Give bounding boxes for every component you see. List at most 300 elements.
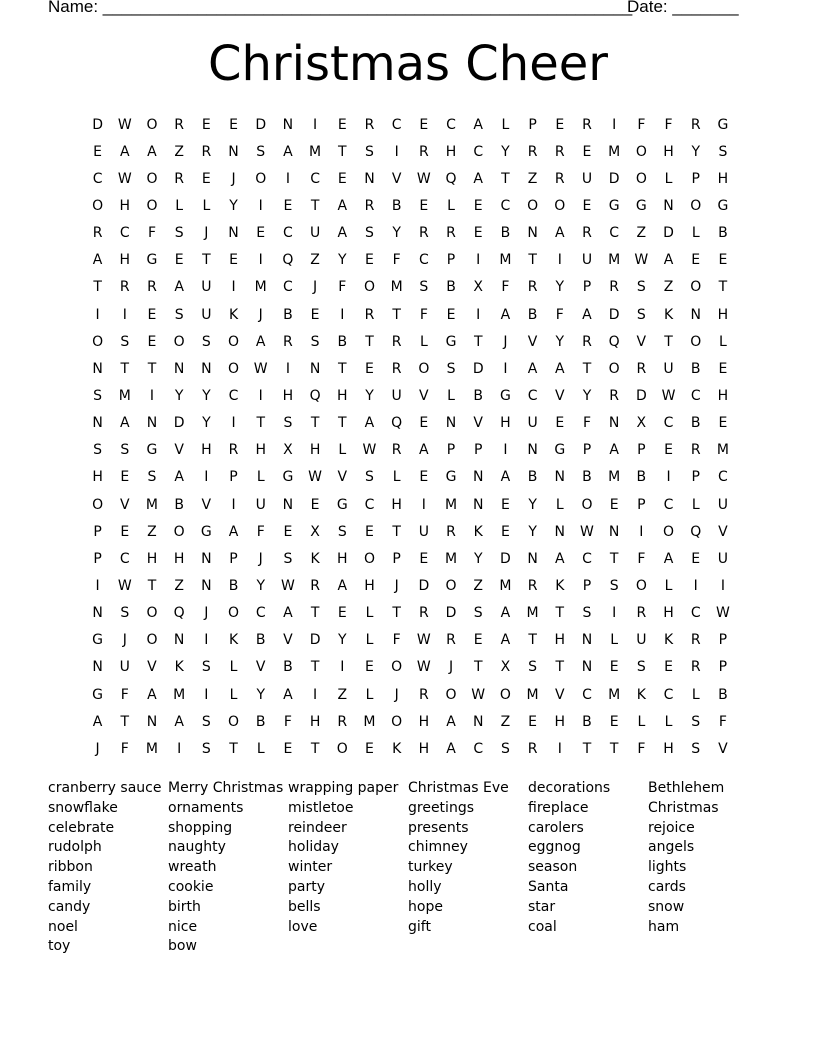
- name-field-label: Name: ________________________________________________________: [48, 0, 633, 16]
- grid-letter: T: [229, 740, 238, 757]
- grid-letter: S: [636, 306, 646, 323]
- grid-letter: C: [500, 197, 511, 214]
- grid-letter: E: [718, 415, 728, 432]
- grid-letter: V: [718, 523, 728, 540]
- grid-letter: C: [228, 387, 239, 404]
- grid-letter: U: [581, 170, 593, 187]
- grid-letter: K: [555, 577, 565, 594]
- word-list-item: birth: [168, 898, 201, 915]
- grid-letter: W: [416, 659, 431, 676]
- grid-letter: R: [391, 333, 402, 350]
- grid-letter: T: [147, 360, 157, 377]
- grid-letter: L: [610, 632, 619, 649]
- grid-letter: P: [473, 442, 483, 459]
- grid-letter: N: [663, 197, 674, 214]
- grid-letter: O: [228, 605, 240, 622]
- grid-letter: A: [283, 143, 293, 160]
- grid-letter: V: [636, 333, 647, 350]
- grid-letter: T: [310, 740, 320, 757]
- grid-letter: E: [365, 740, 374, 757]
- grid-letter: U: [663, 360, 674, 377]
- grid-letter: I: [476, 306, 481, 323]
- grid-letter: A: [527, 360, 538, 377]
- grid-letter: I: [231, 415, 236, 432]
- grid-letter: E: [664, 442, 673, 459]
- grid-letter: I: [258, 387, 263, 404]
- grid-letter: U: [255, 496, 266, 513]
- grid-letter: G: [92, 686, 104, 703]
- grid-letter: T: [582, 360, 592, 377]
- grid-letter: A: [119, 143, 130, 160]
- grid-letter: V: [473, 415, 483, 432]
- grid-letter: B: [636, 469, 647, 486]
- grid-letter: P: [637, 496, 646, 513]
- grid-letter: I: [258, 197, 263, 214]
- grid-letter: Y: [202, 415, 211, 432]
- grid-letter: S: [93, 442, 103, 459]
- grid-letter: S: [365, 225, 374, 242]
- grid-letter: R: [554, 170, 565, 187]
- word-list-item: ornaments: [168, 799, 244, 816]
- grid-letter: T: [555, 605, 565, 622]
- grid-letter: Y: [256, 577, 265, 594]
- grid-letter: O: [554, 197, 566, 214]
- grid-letter: B: [174, 496, 184, 513]
- grid-letter: E: [365, 360, 374, 377]
- grid-letter: M: [363, 713, 376, 730]
- grid-letter: H: [364, 577, 375, 594]
- date-field-label: Date: _______: [627, 0, 739, 16]
- grid-letter: I: [421, 496, 426, 513]
- grid-letter: S: [201, 740, 211, 757]
- grid-letter: I: [503, 360, 508, 377]
- grid-letter: K: [174, 659, 184, 676]
- grid-letter: K: [473, 523, 483, 540]
- grid-letter: B: [690, 415, 701, 432]
- grid-letter: I: [149, 387, 155, 404]
- grid-letter: T: [338, 360, 347, 377]
- grid-letter: E: [718, 360, 728, 377]
- grid-letter: G: [554, 442, 566, 459]
- grid-letter: S: [473, 605, 483, 622]
- grid-letter: B: [690, 360, 701, 377]
- grid-letter: I: [204, 469, 209, 486]
- grid-letter: F: [283, 713, 292, 730]
- grid-letter: O: [499, 686, 511, 703]
- grid-letter: G: [336, 496, 348, 513]
- grid-letter: S: [718, 143, 728, 160]
- grid-letter: A: [419, 442, 429, 459]
- grid-letter: L: [365, 686, 374, 703]
- grid-letter: E: [500, 496, 510, 513]
- grid-letter: N: [581, 659, 593, 676]
- word-column: [528, 779, 648, 957]
- grid-letter: A: [582, 306, 592, 323]
- page-title: Christmas Cheer: [207, 36, 608, 92]
- grid-letter: Y: [528, 523, 537, 540]
- word-list-item: rejoice: [648, 819, 695, 836]
- grid-letter: F: [582, 415, 591, 432]
- word-list-item: cranberry sauce: [48, 780, 162, 796]
- grid-letter: L: [501, 116, 510, 133]
- grid-letter: N: [201, 550, 212, 567]
- grid-letter: H: [173, 550, 185, 567]
- word-list-item: ham: [648, 918, 680, 935]
- word-list-item: shopping: [168, 819, 233, 836]
- grid-letter: Z: [663, 279, 674, 296]
- grid-letter: A: [283, 686, 293, 703]
- grid-letter: V: [554, 387, 565, 404]
- grid-letter: T: [582, 740, 592, 757]
- grid-letter: H: [337, 387, 348, 404]
- grid-letter: T: [310, 415, 320, 432]
- grid-letter: P: [229, 550, 238, 567]
- word-list-item: eggnog: [528, 839, 581, 856]
- grid-letter: E: [201, 170, 211, 187]
- word-list-item: toy: [48, 938, 71, 955]
- word-column: [648, 779, 768, 957]
- grid-letter: T: [338, 415, 347, 432]
- grid-letter: N: [581, 632, 593, 649]
- grid-letter: A: [228, 523, 239, 540]
- grid-letter: C: [473, 143, 484, 160]
- grid-letter: S: [256, 143, 266, 160]
- grid-letter: K: [636, 686, 646, 703]
- grid-letter: N: [472, 713, 484, 730]
- grid-letter: S: [310, 333, 320, 350]
- grid-letter: S: [582, 605, 592, 622]
- grid-letter: Q: [173, 605, 185, 622]
- grid-letter: D: [500, 550, 511, 567]
- grid-letter: C: [582, 686, 592, 703]
- grid-letter: H: [119, 197, 131, 214]
- word-list-item: star: [528, 898, 556, 915]
- grid-letter: Z: [310, 252, 320, 269]
- grid-letter: S: [201, 713, 211, 730]
- grid-letter: X: [473, 279, 484, 296]
- grid-letter: O: [228, 360, 240, 377]
- grid-letter: G: [717, 116, 729, 133]
- grid-letter: C: [663, 686, 674, 703]
- grid-letter: N: [92, 415, 103, 432]
- grid-letter: R: [690, 632, 701, 649]
- grid-letter: H: [337, 550, 348, 567]
- grid-letter: E: [310, 306, 320, 323]
- grid-letter: I: [313, 116, 318, 133]
- grid-letter: A: [255, 333, 266, 350]
- grid-letter: W: [362, 442, 377, 459]
- word-list-item: lights: [648, 859, 687, 876]
- grid-letter: B: [391, 197, 402, 214]
- word-list: [48, 779, 768, 957]
- grid-letter: B: [582, 469, 592, 486]
- grid-letter: Z: [174, 577, 184, 594]
- grid-letter: E: [310, 496, 320, 513]
- grid-letter: H: [500, 415, 511, 432]
- grid-letter: H: [554, 632, 566, 649]
- grid-letter: G: [146, 252, 158, 269]
- grid-letter: I: [204, 632, 209, 649]
- grid-letter: G: [608, 197, 620, 214]
- grid-letter: R: [418, 686, 429, 703]
- grid-letter: O: [363, 550, 375, 567]
- grid-letter: N: [282, 496, 294, 513]
- grid-letter: O: [173, 523, 185, 540]
- grid-letter: E: [582, 197, 592, 214]
- grid-letter: R: [337, 713, 348, 730]
- grid-letter: R: [283, 333, 293, 350]
- grid-letter: T: [501, 170, 510, 187]
- grid-letter: P: [691, 469, 700, 486]
- grid-letter: O: [418, 360, 430, 377]
- grid-letter: I: [177, 740, 182, 757]
- grid-letter: C: [663, 415, 674, 432]
- grid-letter: A: [473, 170, 483, 187]
- grid-letter: E: [609, 659, 619, 676]
- grid-letter: Z: [636, 225, 647, 242]
- grid-letter: Q: [690, 523, 702, 540]
- grid-letter: H: [146, 550, 158, 567]
- grid-letter: W: [416, 632, 431, 649]
- grid-letter: R: [92, 225, 103, 242]
- word-list-item: turkey: [408, 859, 453, 876]
- grid-letter: O: [92, 333, 104, 350]
- grid-letter: W: [661, 387, 676, 404]
- grid-letter: R: [418, 225, 429, 242]
- grid-letter: R: [228, 442, 239, 459]
- grid-letter: V: [119, 496, 130, 513]
- grid-letter: Z: [147, 523, 157, 540]
- grid-letter: M: [526, 686, 539, 703]
- grid-letter: I: [95, 306, 100, 323]
- grid-letter: N: [173, 632, 185, 649]
- grid-letter: W: [634, 252, 649, 269]
- grid-letter: A: [663, 550, 674, 567]
- grid-letter: Q: [445, 170, 457, 187]
- grid-letter: C: [310, 170, 320, 187]
- grid-letter: R: [364, 197, 375, 214]
- grid-letter: O: [146, 197, 158, 214]
- grid-letter: R: [364, 116, 375, 133]
- grid-letter: F: [637, 550, 646, 567]
- grid-letter: H: [717, 306, 729, 323]
- grid-letter: S: [201, 333, 211, 350]
- word-list-item: chimney: [408, 839, 468, 856]
- grid-letter: T: [609, 550, 619, 567]
- grid-letter: T: [473, 659, 483, 676]
- grid-letter: W: [715, 605, 730, 622]
- grid-letter: E: [691, 252, 701, 269]
- grid-letter: Y: [202, 387, 211, 404]
- grid-letter: T: [473, 333, 483, 350]
- grid-letter: E: [365, 252, 374, 269]
- grid-letter: L: [229, 686, 238, 703]
- grid-letter: V: [391, 170, 402, 187]
- grid-letter: O: [146, 605, 158, 622]
- word-list-item: gift: [408, 918, 431, 935]
- grid-letter: L: [229, 659, 238, 676]
- grid-letter: M: [499, 252, 512, 269]
- grid-letter: M: [526, 605, 539, 622]
- grid-letter: I: [693, 577, 698, 594]
- grid-letter: H: [418, 740, 430, 757]
- grid-letter: E: [500, 523, 510, 540]
- word-list-item: cookie: [168, 878, 214, 895]
- grid-letter: U: [717, 496, 729, 513]
- grid-letter: O: [146, 116, 158, 133]
- grid-letter: N: [92, 360, 103, 377]
- grid-letter: S: [174, 306, 184, 323]
- grid-letter: J: [313, 279, 318, 296]
- grid-letter: A: [500, 469, 511, 486]
- grid-letter: O: [363, 279, 375, 296]
- grid-letter: Y: [338, 632, 347, 649]
- grid-letter: E: [718, 252, 728, 269]
- grid-letter: U: [418, 523, 429, 540]
- grid-letter: B: [255, 713, 266, 730]
- grid-letter: U: [636, 632, 647, 649]
- grid-letter: H: [663, 143, 674, 160]
- word-list-item: naughty: [168, 839, 226, 856]
- grid-letter: V: [201, 496, 212, 513]
- grid-letter: S: [636, 659, 646, 676]
- word-list-item: ribbon: [48, 859, 93, 876]
- grid-letter: X: [283, 442, 293, 459]
- grid-letter: T: [555, 659, 565, 676]
- grid-letter: M: [309, 143, 322, 160]
- grid-letter: O: [608, 360, 620, 377]
- grid-letter: O: [690, 197, 702, 214]
- grid-letter: R: [527, 143, 538, 160]
- grid-letter: K: [392, 740, 402, 757]
- grid-letter: A: [147, 143, 157, 160]
- grid-letter: C: [391, 116, 402, 133]
- word-list-item: winter: [288, 859, 333, 876]
- grid-letter: V: [527, 333, 538, 350]
- grid-letter: L: [392, 469, 401, 486]
- grid-letter: R: [690, 116, 701, 133]
- grid-letter: E: [283, 197, 293, 214]
- grid-letter: E: [664, 659, 673, 676]
- grid-letter: Q: [282, 252, 294, 269]
- grid-letter: N: [554, 469, 566, 486]
- grid-letter: L: [175, 197, 184, 214]
- grid-letter: B: [283, 306, 293, 323]
- word-list-item: bells: [288, 898, 321, 915]
- grid-letter: Y: [555, 279, 565, 296]
- word-list-item: presents: [408, 819, 469, 836]
- grid-letter: E: [609, 496, 619, 513]
- grid-letter: K: [663, 632, 674, 649]
- grid-letter: Y: [528, 496, 537, 513]
- grid-letter: E: [174, 252, 184, 269]
- grid-letter: O: [146, 632, 158, 649]
- grid-letter: Y: [473, 550, 483, 567]
- grid-letter: A: [500, 306, 511, 323]
- grid-letter: N: [554, 523, 566, 540]
- grid-letter: R: [527, 740, 538, 757]
- grid-letter: S: [691, 713, 701, 730]
- grid-letter: I: [666, 469, 671, 486]
- grid-letter: L: [447, 197, 455, 214]
- word-list-item: Bethlehem: [648, 780, 725, 796]
- grid-letter: G: [200, 523, 212, 540]
- grid-letter: G: [499, 387, 511, 404]
- grid-letter: B: [582, 713, 592, 730]
- word-list-item: season: [528, 859, 578, 876]
- grid-letter: R: [609, 279, 620, 296]
- grid-letter: O: [146, 170, 158, 187]
- grid-letter: A: [174, 469, 184, 486]
- grid-letter: V: [554, 686, 565, 703]
- grid-letter: I: [313, 686, 318, 703]
- grid-letter: F: [718, 713, 727, 730]
- grid-letter: R: [174, 116, 185, 133]
- grid-letter: E: [283, 740, 293, 757]
- word-column: [48, 779, 168, 957]
- grid-letter: H: [282, 387, 294, 404]
- grid-letter: F: [637, 116, 646, 133]
- grid-letter: S: [201, 659, 211, 676]
- grid-letter: E: [473, 225, 483, 242]
- grid-letter: U: [717, 550, 729, 567]
- grid-letter: V: [718, 740, 728, 757]
- grid-letter: Z: [527, 170, 538, 187]
- grid-letter: A: [337, 225, 348, 242]
- grid-letter: Z: [500, 713, 511, 730]
- grid-letter: R: [174, 170, 185, 187]
- grid-letter: E: [365, 523, 374, 540]
- grid-letter: P: [582, 279, 592, 296]
- word-list-item: coal: [528, 918, 557, 935]
- grid-letter: G: [92, 632, 104, 649]
- grid-letter: N: [364, 170, 375, 187]
- grid-letter: C: [473, 740, 484, 757]
- grid-letter: A: [174, 713, 184, 730]
- grid-letter: P: [229, 469, 238, 486]
- grid-letter: V: [255, 659, 266, 676]
- grid-letter: O: [445, 577, 457, 594]
- grid-letter: N: [92, 605, 103, 622]
- grid-letter: L: [719, 333, 727, 350]
- grid-letter: E: [337, 116, 347, 133]
- grid-letter: N: [608, 523, 620, 540]
- word-list-item: Santa: [528, 878, 569, 895]
- word-list-item: party: [288, 878, 325, 895]
- grid-letter: J: [448, 659, 454, 676]
- grid-letter: H: [309, 442, 321, 459]
- grid-letter: P: [446, 442, 456, 459]
- grid-letter: O: [92, 496, 104, 513]
- grid-letter: F: [392, 632, 401, 649]
- grid-letter: R: [147, 279, 157, 296]
- grid-letter: Y: [392, 225, 401, 242]
- grid-letter: L: [691, 225, 700, 242]
- grid-letter: D: [173, 415, 185, 432]
- grid-letter: B: [446, 279, 456, 296]
- grid-letter: L: [202, 197, 211, 214]
- grid-letter: A: [554, 360, 565, 377]
- grid-letter: E: [120, 523, 130, 540]
- grid-letter: O: [690, 279, 702, 296]
- grid-letter: C: [283, 225, 293, 242]
- grid-letter: P: [528, 116, 537, 133]
- grid-letter: E: [256, 225, 266, 242]
- word-list-item: rudolph: [48, 839, 102, 856]
- grid-letter: S: [93, 387, 103, 404]
- grid-letter: E: [120, 469, 130, 486]
- grid-letter: M: [608, 252, 621, 269]
